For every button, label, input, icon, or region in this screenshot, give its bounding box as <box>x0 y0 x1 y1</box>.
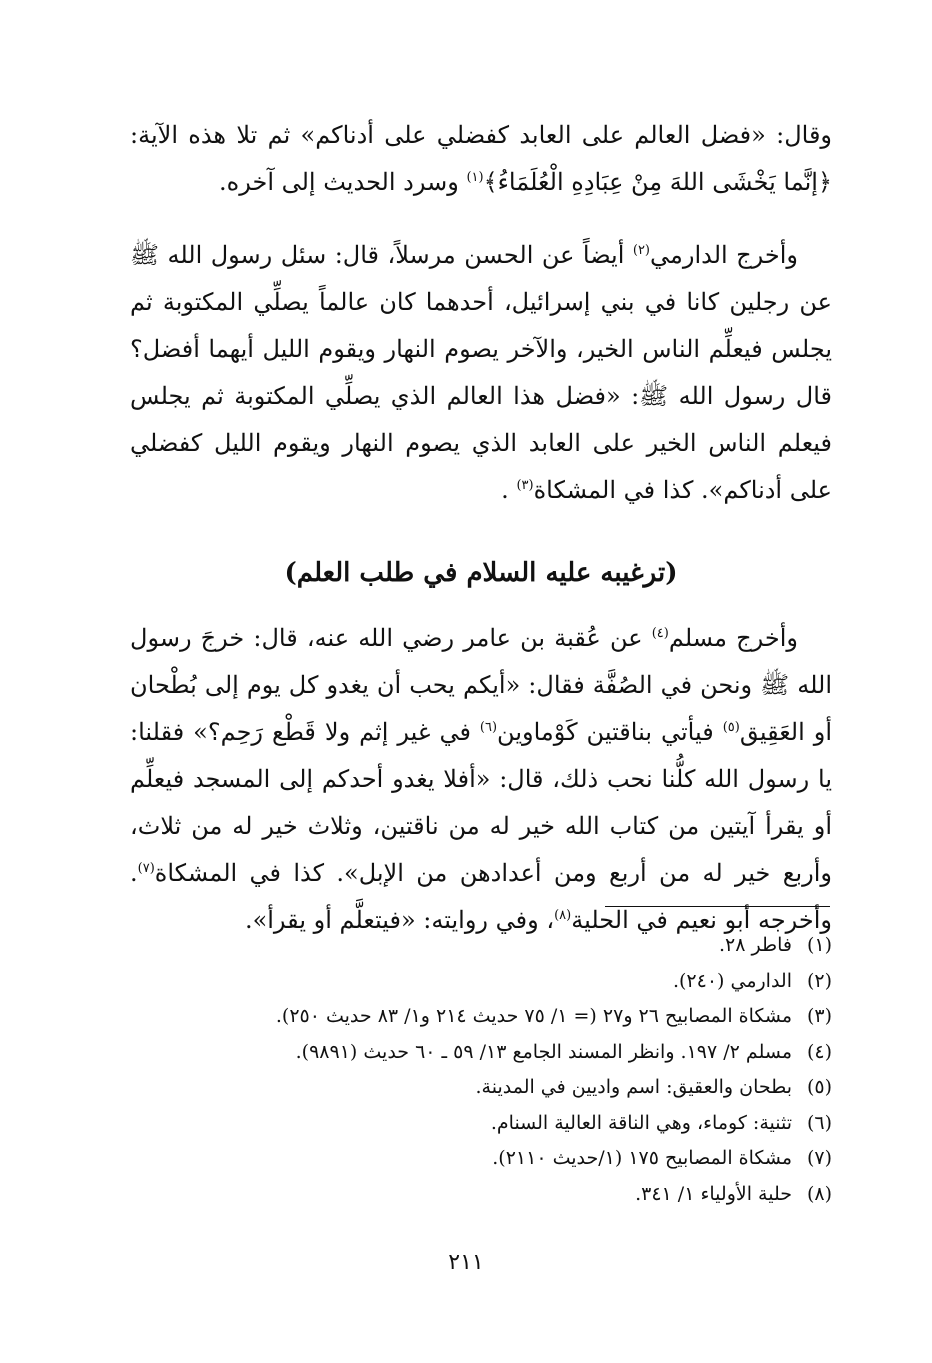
paragraph-2 <box>130 232 832 514</box>
page-number: ٢١١ <box>448 1250 484 1275</box>
footnote-4 <box>130 1035 832 1071</box>
footnote-5 <box>130 1070 832 1106</box>
footnote-1 <box>130 928 832 964</box>
footnote-number: (٢) <box>806 969 832 992</box>
paragraph-3-text-f: ، وفي روايته: «فيتعلَّم أو يقرأ». <box>244 906 555 934</box>
footnote-text: حلية الأولياء ١/ ٣٤١. <box>635 1182 792 1205</box>
footnote-number: (٧) <box>806 1147 832 1169</box>
footnote-7 <box>130 1141 832 1177</box>
footnote-text: تثنية: كوماء، وهي الناقة العالية السنام. <box>490 1111 792 1134</box>
footnote-number: (٤) <box>806 1040 832 1063</box>
footnote-number: (٦) <box>806 1111 832 1134</box>
footnote-ref-2[interactable]: (٢) <box>632 243 650 258</box>
paragraph-3-text-b: عن عُقبة بن عامر رضي الله عنه، قال: خرجَ رسول الله ﷺ ونحن في الصُفَّة فقال: «أيكم يحب أن يغدو كل يوم إلى بُطْحان أو العَقِيق <box>130 624 833 746</box>
footnote-ref-8[interactable]: (٨) <box>554 908 572 923</box>
footnote-number: (١) <box>806 934 832 956</box>
footnote-divider <box>605 906 830 907</box>
main-text <box>130 112 832 970</box>
paragraph-3-text-e: . وأخرجه أبو نعيم في الحلية <box>130 859 832 934</box>
footnote-ref-4[interactable]: (٤) <box>651 626 669 641</box>
footnotes-list <box>130 928 832 1212</box>
footnote-text: بطحان والعقيق: اسم واديين في المدينة. <box>475 1076 792 1098</box>
footnote-text: الدارمي (٢٤٠). <box>672 969 792 992</box>
footnote-ref-3[interactable]: (٣) <box>516 478 534 493</box>
footnote-number: (٣) <box>806 1005 832 1027</box>
footnote-text: مسلم ٢/ ١٩٧. وانظر المسند الجامع ١٣/ ٥٩ ـ ٦٠ حديث (٩٨٩١). <box>295 1040 792 1063</box>
footnote-ref-1[interactable]: (١) <box>466 170 484 185</box>
paragraph-2-text-a: وأخرج الدارمي <box>650 241 798 269</box>
footnote-ref-5[interactable]: (٥) <box>722 720 740 735</box>
footnote-8 <box>130 1177 832 1213</box>
footnote-2 <box>130 964 832 1000</box>
paragraph-1-text-b: وسرد الحديث إلى آخره. <box>219 168 467 196</box>
footnote-3 <box>130 999 832 1035</box>
footnote-text: مشكاة المصابيح ١٧٥ (١/حديث ٢١١٠). <box>492 1147 792 1169</box>
footnote-text: مشكاة المصابيح ٢٦ و٢٧ (= ١/ ٧٥ حديث ٢١٤ و١/ ٨٣ حديث ٢٥٠). <box>275 1005 792 1027</box>
footnote-number: (٨) <box>806 1182 832 1205</box>
paragraph-3-text-d: في غير إثم ولا قَطْع رَحِم؟» فقلنا: يا رسول الله كلُّنا نحب ذلك، قال: «أفلا يغدو أحدكم إلى المسجد فيعلِّم أو يقرأ آيتين من كتاب الله خير له من ناقتين، وثلاث خير له من ثلاث، وأربع خير له من أربع ومن أعدادهن من الإبل». كذا في المشكاة <box>130 718 833 887</box>
paragraph-3-text-c: فيأتي بناقتين كَوْماوين <box>497 718 723 746</box>
footnote-ref-6[interactable]: (٦) <box>479 720 498 735</box>
section-heading: (ترغيبه عليه السلام في طلب العلم) <box>284 558 678 588</box>
paragraph-3-text-a: وأخرج مسلم <box>668 624 799 652</box>
footnote-6 <box>130 1106 832 1142</box>
footnote-ref-7[interactable]: (٧) <box>137 861 155 876</box>
footnote-number: (٥) <box>806 1076 832 1098</box>
paragraph-2-text-b: أيضاً عن الحسن مرسلاً، قال: سئل رسول الله ﷺ عن رجلين كانا في بني إسرائيل، أحدهما كان عالماً يصلِّي المكتوبة ثم يجلس فيعلِّم الناس الخير، والآخر يصوم النهار ويقوم الليل أيهما أفضل؟ قال رسول الله ﷺ: «فضل هذا العالم الذي يصلِّي المكتوبة ثم يجلس فيعلم الناس الخير على العابد الذي يصوم النهار ويقوم الليل كفضلي على أدناكم». كذا في المشكاة <box>130 241 832 504</box>
paragraph-3 <box>130 615 832 944</box>
footnote-text: فاطر ٢٨. <box>719 934 792 956</box>
paragraph-1-text-a: وقال: «فضل العالم على العابد كفضلي على أدناكم» ثم تلا هذه الآية: ﴿إنَّما يَخْشَى اللهَ مِنْ عِبَادِهِ الْعُلَمَاءُ﴾ <box>130 121 833 196</box>
paragraph-2-text-c: . <box>501 476 517 504</box>
paragraph-1 <box>130 112 832 206</box>
